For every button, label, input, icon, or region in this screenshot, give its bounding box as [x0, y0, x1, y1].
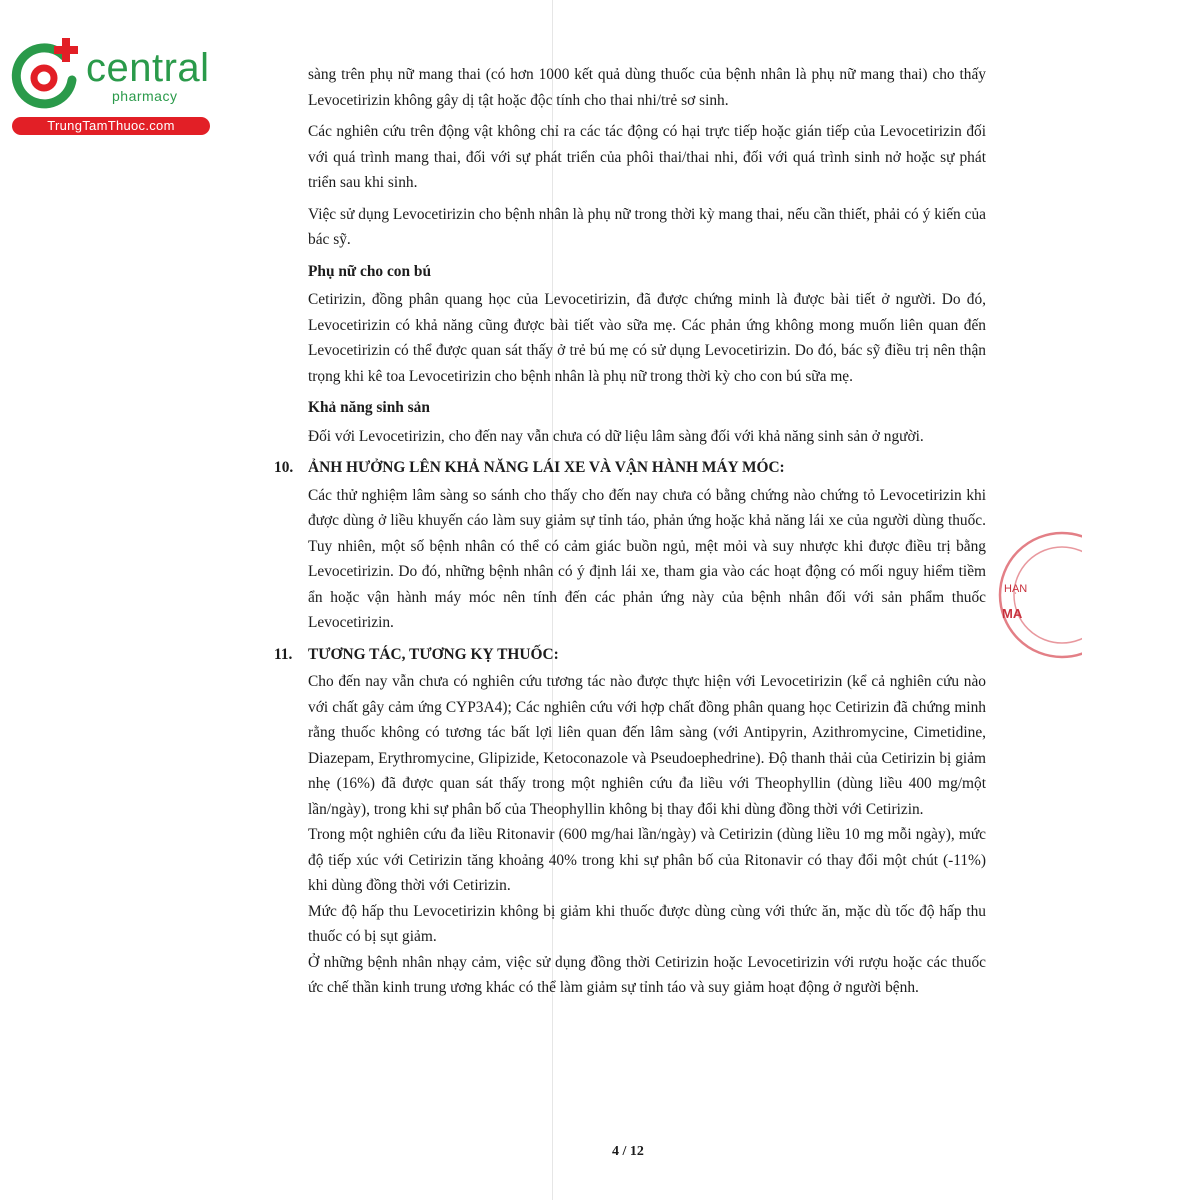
logo-wordmark: central — [86, 46, 210, 90]
paragraph: Các thử nghiệm lâm sàng so sánh cho thấy cho đến nay chưa có bằng chứng nào chứng tỏ Levocetirizin khi được dùng ở liều khuyến cáo làm suy giảm sự tỉnh táo, phản ứng hoặc khả năng lái xe của người dùng thuốc. Tuy nhiên, một số bệnh nhân có thể có cảm giác buồn ngủ, mệt mỏi và suy nhược khi được điều trị bằng Levocetirizin. Do đó, những bệnh nhân có ý định lái xe, tham gia vào các hoạt động có mối nguy hiểm tiềm ẩn hoặc vận hành máy móc nên tính đến các phản ứng này của bệnh nhân đối với sản phẩm thuốc Levocetirizin. — [308, 486, 986, 631]
section-title: ẢNH HƯỞNG LÊN KHẢ NĂNG LÁI XE VÀ VẬN HÀNH MÁY MÓC: — [308, 459, 785, 476]
paragraph: Trong một nghiên cứu đa liều Ritonavir (600 mg/hai lần/ngày) và Cetirizin (dùng liều 10 mg mỗi ngày), mức độ tiếp xúc với Cetirizin tăng khoảng 40% trong khi sự phân bố của Ritonavir có thay đổi một chút (-11%) khi dùng đồng thời với Cetirizin. — [308, 826, 986, 894]
section-heading-11 — [274, 642, 986, 668]
paragraph: Đối với Levocetirizin, cho đến nay vẫn chưa có dữ liệu lâm sàng đối với khả năng sinh sản ở người. — [308, 427, 924, 445]
logo-website-bar: TrungTamThuoc.com — [12, 117, 210, 135]
section-heading-10 — [274, 455, 986, 481]
paragraph: Việc sử dụng Levocetirizin cho bệnh nhân là phụ nữ trong thời kỳ mang thai, nếu cần thiết, phải có ý kiến của bác sỹ. — [308, 205, 986, 248]
paragraph: Cho đến nay vẫn chưa có nghiên cứu tương tác nào được thực hiện với Levocetirizin (kể cả nghiên cứu nào với chất gây cảm ứng CYP3A4); Các nghiên cứu với hợp chất đồng phân quang học Cetirizin đã chứng minh rằng thuốc không có tương tác bất lợi liên quan đến lâm sàng (với Antipyrin, Azithromycine, Cimetidine, Diazepam, Erythromycine, Glipizide, Ketoconazole và Pseudoephedrine). Độ thanh thải của Cetirizin bị giảm nhẹ (16%) đã được quan sát thấy trong một nghiên cứu đa liều với Theophyllin (dùng liều 400 mg/một lần/ngày), trong khi sự phân bố của Theophyllin không bị thay đổi khi dùng đồng thời với Cetirizin. — [308, 673, 986, 818]
section-number: 10. — [274, 459, 294, 476]
subheading-fertility: Khả năng sinh sản — [308, 399, 430, 416]
pharmacy-cross-icon — [8, 34, 88, 114]
section-number: 11. — [274, 645, 293, 663]
logo-subtitle: pharmacy — [112, 88, 178, 104]
page-number: 4 / 12 — [612, 1144, 644, 1159]
stamp-text-middle: MA — [1002, 606, 1023, 621]
paragraph: sàng trên phụ nữ mang thai (có hơn 1000 kết quả dùng thuốc của bệnh nhân là phụ nữ mang thai) cho thấy Levocetirizin không gây dị tật hoặc độc tính cho thai nhi/trẻ sơ sinh. — [308, 66, 986, 109]
paragraph: Các nghiên cứu trên động vật không chỉ ra các tác động có hại trực tiếp hoặc gián tiếp của Levocetirizin đối với quá trình mang thai, đối với sự phát triển của phôi thai/thai nhi, đối với quá trình sinh nở hoặc sự phát triển sau khi sinh. — [308, 123, 986, 191]
company-stamp — [982, 520, 1082, 670]
paragraph: Ở những bệnh nhân nhạy cảm, việc sử dụng đồng thời Cetirizin hoặc Levocetirizin với rượu hoặc các thuốc ức chế thần kinh trung ương khác có thể làm giảm sự tỉnh táo và suy giảm hoạt động ở người bệnh. — [308, 953, 986, 996]
section-title: TƯƠNG TÁC, TƯƠNG KỴ THUỐC: — [308, 645, 559, 663]
stamp-text-top: HẠN — [1004, 583, 1028, 595]
subheading-breastfeeding: Phụ nữ cho con bú — [308, 262, 431, 280]
paragraph: Cetirizin, đồng phân quang học của Levocetirizin, đã được chứng minh là được bài tiết ở người. Do đó, Levocetirizin có khả năng cũng được bài tiết vào sữa mẹ. Các phản ứng không mong muốn liên quan đến Levocetirizin có thể được quan sát thấy ở trẻ bú mẹ có sử dụng Levocetirizin. Do đó, bác sỹ điều trị nên thận trọng khi kê toa Levocetirizin cho bệnh nhân là phụ nữ trong thời kỳ cho con bú sữa mẹ. — [308, 291, 986, 385]
paragraph: Mức độ hấp thu Levocetirizin không bị giảm khi thuốc được dùng cùng với thức ăn, mặc dù tốc độ hấp thu thuốc có bị sụt giảm. — [308, 902, 986, 945]
document-body — [274, 62, 986, 1001]
